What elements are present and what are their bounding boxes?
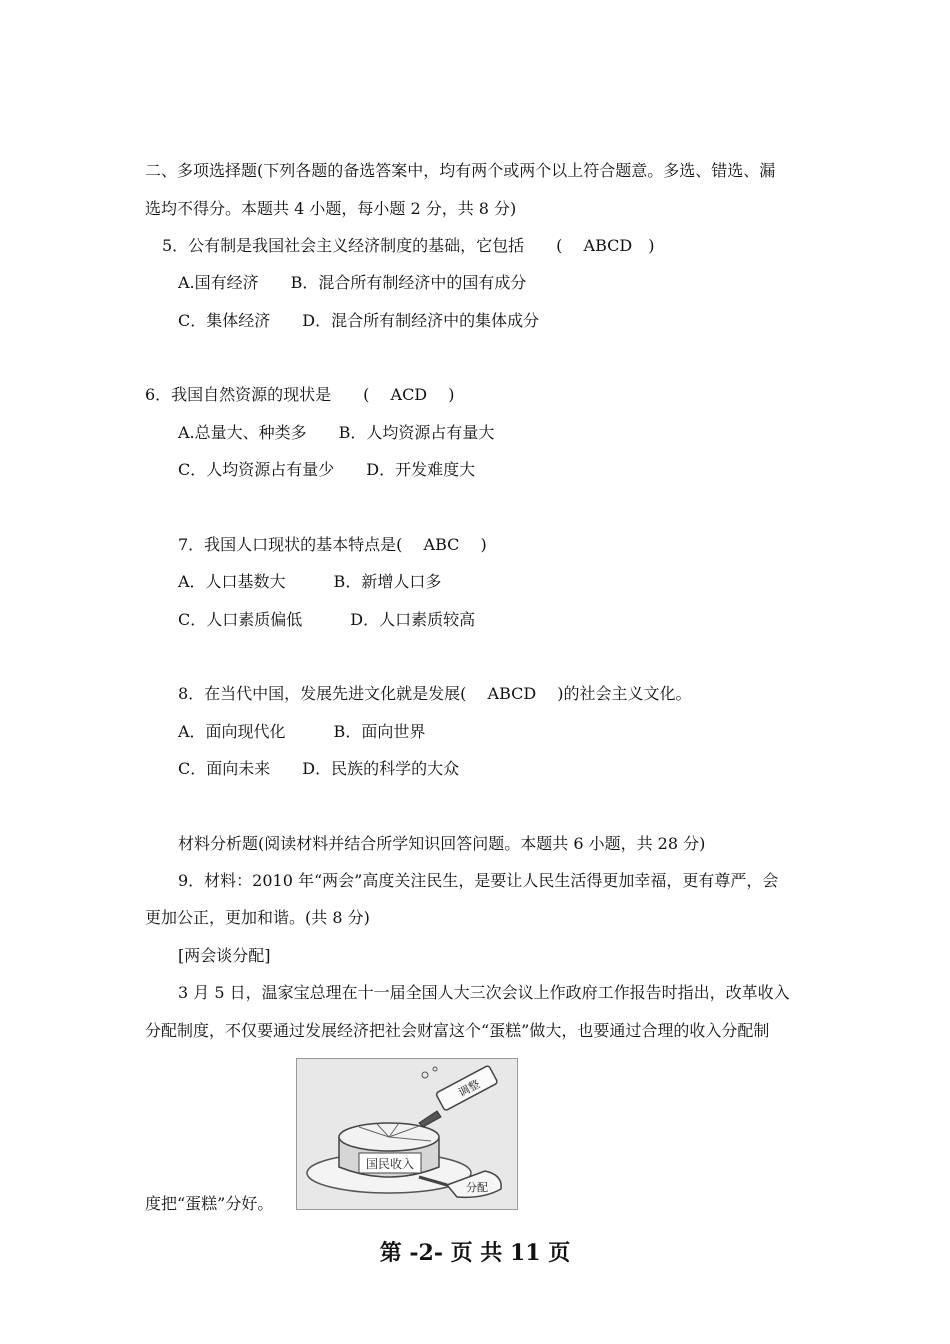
question-6-options-2: C．人均资源占有量少 D．开发难度大 [178, 460, 476, 479]
section2-heading-line2: 选均不得分。本题共 4 小题，每小题 2 分，共 8 分) [145, 199, 517, 218]
question-9-line2: 更加公正，更加和谐。(共 8 分) [145, 908, 370, 927]
material-paragraph-line2: 分配制度，不仅要通过发展经济把社会财富这个“蛋糕”做大，也要通过合理的收入分配制 [145, 1021, 770, 1040]
tube-label-text: 调整 [456, 1077, 482, 1100]
cake-label-text: 国民收入 [365, 1157, 415, 1171]
material-paragraph-line3: 度把“蛋糕”分好。 [145, 1194, 274, 1213]
question-7-stem: 7．我国人口现状的基本特点是( ABC ) [178, 535, 487, 554]
cake-cartoon-drawing [297, 1059, 517, 1209]
cake-cartoon-image [296, 1058, 518, 1210]
section2-heading-line1: 二、多项选择题(下列各题的备选答案中，均有两个或两个以上符合题意。多选、错选、漏 [145, 161, 776, 180]
question-8-options-1: A．面向现代化 B．面向世界 [178, 722, 426, 741]
material-paragraph-line1: 3 月 5 日，温家宝总理在十一届全国人大三次会议上作政府工作报告时指出，改革收入 [178, 983, 790, 1002]
material-subtitle: [两会谈分配] [178, 946, 271, 965]
section3-heading: 材料分析题(阅读材料并结合所学知识回答问题。本题共 6 小题，共 28 分) [178, 834, 706, 853]
question-8-options-2: C．面向未来 D．民族的科学的大众 [178, 759, 460, 778]
question-5-options-1: A.国有经济 B．混合所有制经济中的国有成分 [178, 273, 527, 292]
question-8-stem: 8．在当代中国，发展先进文化就是发展( ABCD )的社会主义文化。 [178, 684, 692, 703]
question-5-stem: 5．公有制是我国社会主义经济制度的基础，它包括 ( ABCD ) [162, 236, 655, 255]
question-6-options-1: A.总量大、种类多 B．人均资源占有量大 [178, 423, 495, 442]
question-9-line1: 9．材料：2010 年“两会”高度关注民生，是要让人民生活得更加幸福，更有尊严，会 [178, 871, 779, 890]
question-5-options-2: C．集体经济 D．混合所有制经济中的集体成分 [178, 311, 540, 330]
question-7-options-2: C．人口素质偏低 D．人口素质较高 [178, 610, 476, 629]
question-6-stem: 6．我国自然资源的现状是 ( ACD ) [145, 385, 455, 404]
server-label-text: 分配 [466, 1181, 488, 1194]
question-7-options-1: A．人口基数大 B．新增人口多 [178, 572, 442, 591]
page-footer: 第 -2- 页 共 11 页 [379, 1240, 571, 1266]
